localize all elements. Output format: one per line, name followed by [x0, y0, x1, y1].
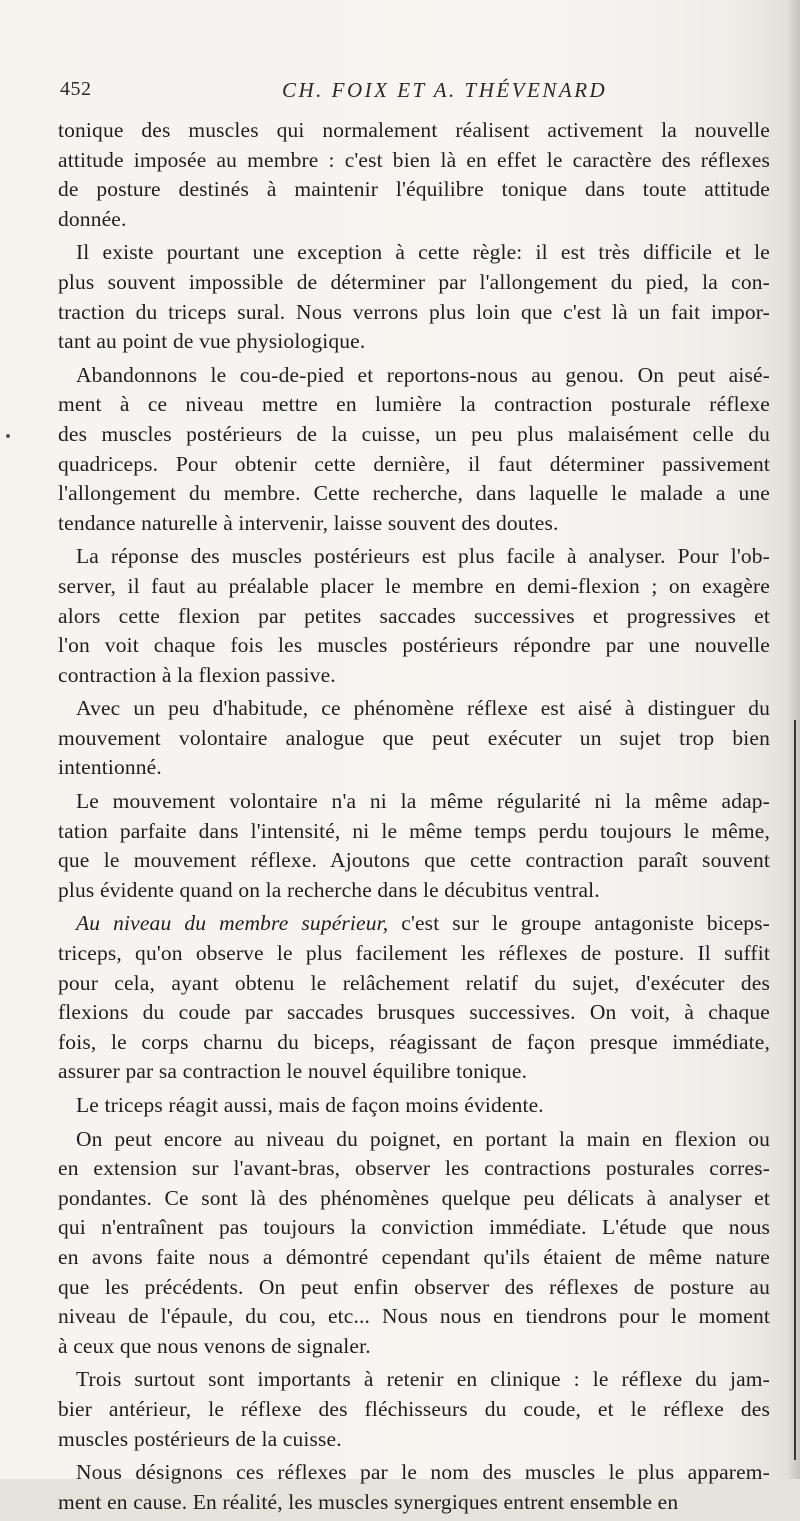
text-line: [58, 1425, 770, 1455]
body-text: [58, 116, 770, 1521]
text-line: [58, 1091, 770, 1121]
line-text: bier antérieur, le réflexe des fléchisseurs du coude, et le réflexe des: [58, 1396, 770, 1421]
paragraph: [58, 787, 770, 905]
line-text: Avec un peu d'habitude, ce phénomène réflexe est aisé à distinguer du: [76, 696, 770, 721]
text-line: [58, 298, 770, 328]
text-line: [58, 998, 770, 1028]
text-line: [58, 1028, 770, 1058]
line-text: de posture destinés à maintenir l'équilibre tonique dans toute attitude: [58, 177, 770, 202]
text-line: [58, 205, 770, 235]
text-line: [58, 909, 770, 939]
text-line: [58, 939, 770, 969]
line-text: Trois surtout sont importants à retenir en clinique : le réflexe du jam-: [76, 1367, 770, 1392]
text-line: [58, 572, 770, 602]
line-text: en avons faite nous a démontré cependant qu'ils étaient de même nature: [58, 1244, 770, 1269]
italic-lead: Au niveau du membre supérieur,: [76, 911, 389, 936]
line-text: tation parfaite dans l'intensité, ni le même temps perdu toujours le même,: [58, 818, 770, 843]
text-line: [58, 1332, 770, 1362]
text-line: [58, 753, 770, 783]
margin-mark: [6, 434, 10, 438]
line-text: à ceux que nous venons de signaler.: [58, 1333, 371, 1358]
text-line: [58, 817, 770, 847]
paragraph: [58, 361, 770, 539]
line-text: niveau de l'épaule, du cou, etc... Nous nous en tiendrons pour le moment: [58, 1304, 770, 1329]
text-line: [58, 1154, 770, 1184]
text-line: [58, 175, 770, 205]
text-line: [58, 116, 770, 146]
text-line: [58, 1213, 770, 1243]
paragraph: [58, 909, 770, 1087]
text-line: [58, 268, 770, 298]
text-line: [58, 876, 770, 906]
line-text: pour cela, ayant obtenu le relâchement relatif du sujet, d'exécuter des: [58, 970, 770, 995]
line-text: plus évidente quand on la recherche dans le décubitus ventral.: [58, 877, 600, 902]
line-text: qui n'entraînent pas toujours la conviction immédiate. L'étude que nous: [58, 1215, 770, 1240]
line-text: traction du triceps sural. Nous verrons plus loin que c'est là un fait impor-: [58, 299, 770, 324]
paragraph: [58, 1365, 770, 1454]
line-text: en extension sur l'avant-bras, observer les contractions posturales corres-: [58, 1156, 770, 1181]
text-line: [58, 694, 770, 724]
line-text: tant au point de vue physiologique.: [58, 329, 366, 354]
line-text: muscles postérieurs de la cuisse.: [58, 1426, 342, 1451]
text-line: [58, 146, 770, 176]
text-line: [58, 787, 770, 817]
text-line: [58, 969, 770, 999]
page-header: [0, 76, 800, 116]
text-line: [58, 631, 770, 661]
line-text: que le mouvement réflexe. Ajoutons que cette contraction paraît souvent: [58, 848, 770, 873]
text-line: [58, 238, 770, 268]
text-line: [58, 661, 770, 691]
text-line: [58, 1125, 770, 1155]
text-line: [58, 420, 770, 450]
line-text: contraction à la flexion passive.: [58, 662, 336, 687]
line-text: plus souvent impossible de déterminer par l'allongement du pied, la con-: [58, 269, 770, 294]
text-line: [58, 1458, 770, 1488]
line-text: quadriceps. Pour obtenir cette dernière, il faut déterminer passivement: [58, 451, 770, 476]
line-text: alors cette flexion par petites saccades successives et progressives et: [58, 603, 770, 628]
paragraph: [58, 116, 770, 234]
line-text: c'est sur le groupe antagoniste biceps-: [388, 911, 770, 936]
text-line: [58, 479, 770, 509]
text-line: [58, 1302, 770, 1332]
text-line: [58, 1488, 770, 1518]
line-text: On peut encore au niveau du poignet, en portant la main en flexion ou: [76, 1126, 770, 1151]
line-text: l'on voit chaque fois les muscles postérieurs répondre par une nouvelle: [58, 633, 770, 658]
line-text: donnée.: [58, 206, 127, 231]
text-line: [58, 450, 770, 480]
text-line: [58, 724, 770, 754]
paragraph: [58, 694, 770, 783]
paragraph: [58, 238, 770, 356]
text-line: [58, 1365, 770, 1395]
paragraph: [58, 542, 770, 690]
text-line: [58, 542, 770, 572]
line-text: ment en cause. En réalité, les muscles synergiques entrent ensemble en: [58, 1489, 679, 1514]
text-line: [58, 1395, 770, 1425]
line-text: Le mouvement volontaire n'a ni la même régularité ni la même adap-: [76, 789, 770, 814]
line-text: ment à ce niveau mettre en lumière la contraction posturale réflexe: [58, 392, 770, 417]
text-line: [58, 846, 770, 876]
running-title: CH. FOIX ET A. THÉVENARD: [282, 78, 608, 102]
line-text: tendance naturelle à intervenir, laisse souvent des doutes.: [58, 510, 559, 535]
text-line: [58, 1057, 770, 1087]
paragraph: [58, 1091, 770, 1121]
text-line: [58, 1184, 770, 1214]
line-text: La réponse des muscles postérieurs est plus facile à analyser. Pour l'ob-: [76, 544, 770, 569]
text-line: [58, 1273, 770, 1303]
text-line: [58, 361, 770, 391]
text-line: [58, 509, 770, 539]
line-text: mouvement volontaire analogue que peut exécuter un sujet trop bien: [58, 725, 770, 750]
binding-shadow: [786, 0, 800, 1479]
line-text: attitude imposée au membre : c'est bien là en effet le caractère des réflexes: [58, 147, 770, 172]
line-text: triceps, qu'on observe le plus facilement les réflexes de posture. Il suffit: [58, 941, 770, 966]
line-text: flexions du coude par saccades brusques successives. On voit, à chaque: [58, 1000, 770, 1025]
line-text: assurer par sa contraction le nouvel équilibre tonique.: [58, 1059, 528, 1084]
text-line: [58, 390, 770, 420]
line-text: tonique des muscles qui normalement réalisent activement la nouvelle: [58, 118, 770, 142]
text-line: [58, 327, 770, 357]
line-text: Le triceps réagit aussi, mais de façon moins évidente.: [76, 1093, 544, 1117]
line-text: Abandonnons le cou-de-pied et reportons-nous au genou. On peut aisé-: [76, 362, 770, 387]
line-text: server, il faut au préalable placer le membre en demi-flexion ; on exagère: [58, 573, 770, 598]
line-text: pondantes. Ce sont là des phénomènes quelque peu délicats à analyser et: [58, 1185, 770, 1210]
paragraph: [58, 1458, 770, 1517]
line-text: fois, le corps charnu du biceps, réagissant de façon presque immédiate,: [58, 1029, 770, 1054]
paragraph: [58, 1125, 770, 1362]
line-text: Il existe pourtant une exception à cette règle: il est très difficile et le: [76, 240, 770, 265]
line-text: des muscles postérieurs de la cuisse, un peu plus malaisément celle du: [58, 421, 770, 446]
line-text: intentionné.: [58, 755, 162, 780]
line-text: l'allongement du membre. Cette recherche, dans laquelle le malade a une: [58, 481, 770, 506]
text-line: [58, 602, 770, 632]
page-number: 452: [60, 78, 92, 100]
line-text: que les précédents. On peut enfin observer des réflexes de posture au: [58, 1274, 770, 1299]
line-text: Nous désignons ces réflexes par le nom des muscles le plus apparem-: [76, 1460, 770, 1485]
text-line: [58, 1243, 770, 1273]
